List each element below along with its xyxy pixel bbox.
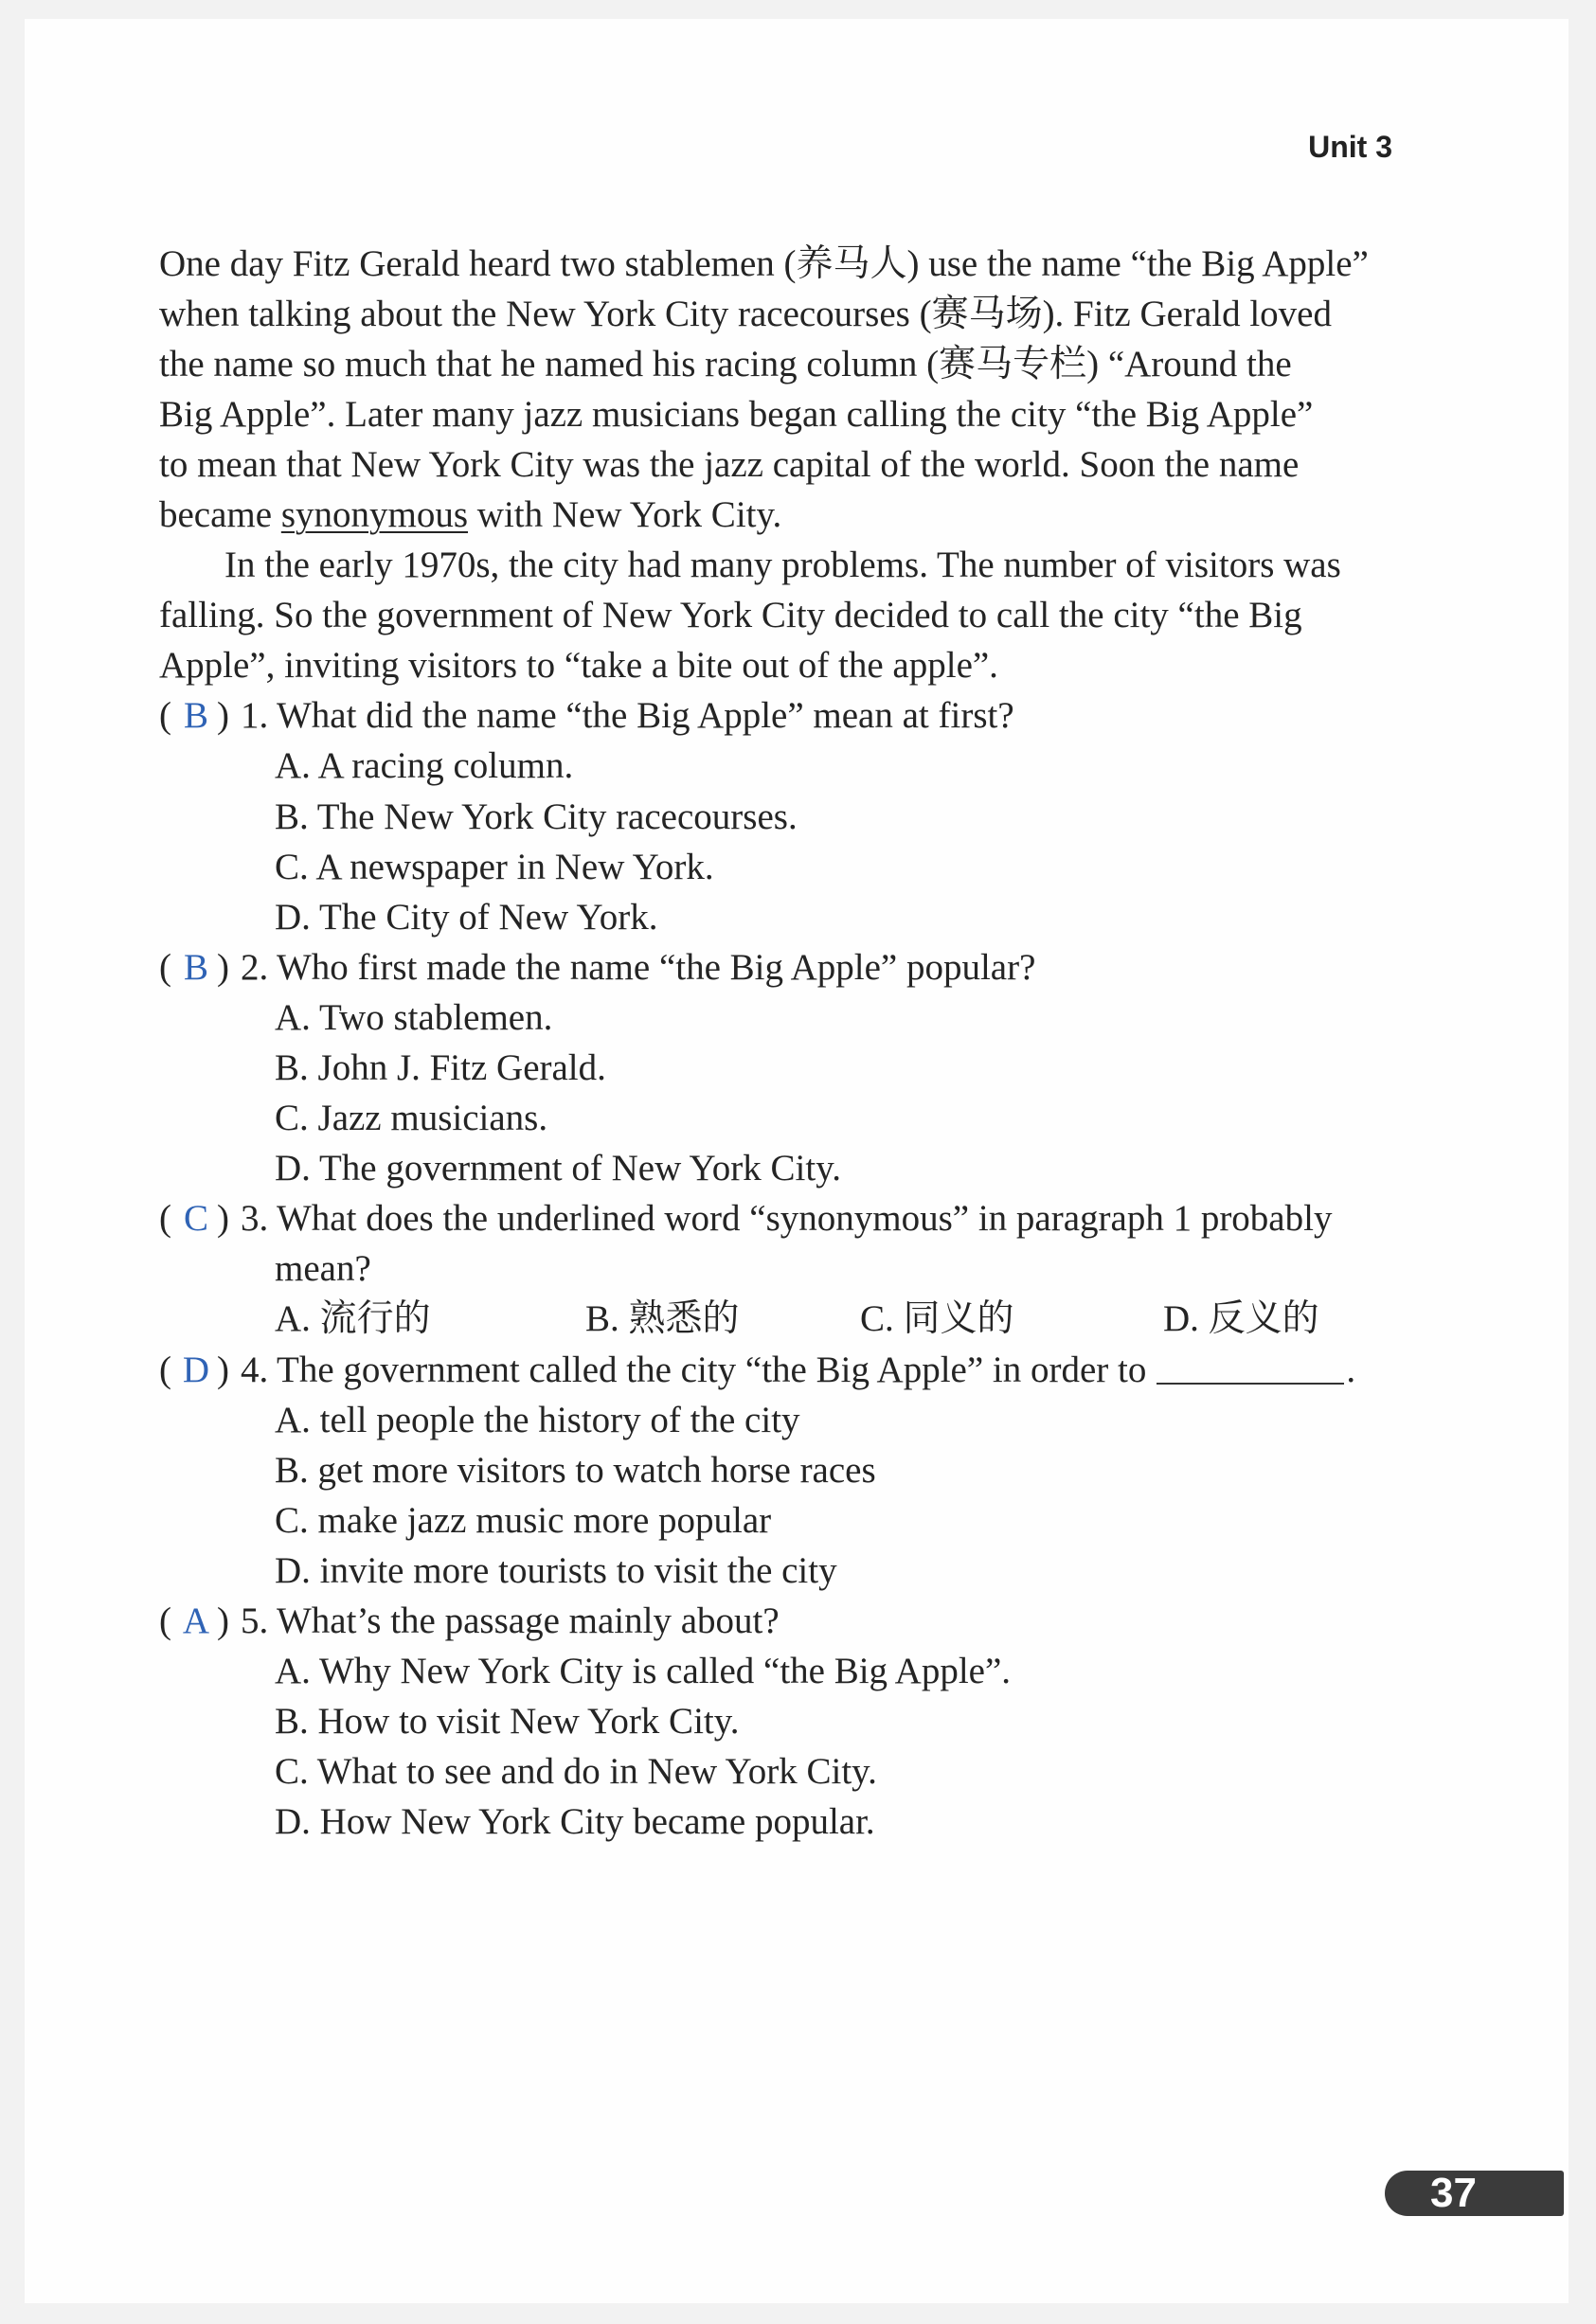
passage-text: became: [159, 493, 281, 535]
option-c: C. make jazz music more popular: [275, 1499, 772, 1541]
option-c: C. Jazz musicians.: [275, 1098, 548, 1139]
option-b: B. How to visit New York City.: [275, 1701, 740, 1743]
passage: [0, 239, 1596, 691]
passage-line: Big Apple”. Later many jazz musicians began calling the city “the Big Apple”: [159, 393, 1314, 435]
option-b: B. John J. Fitz Gerald.: [275, 1047, 606, 1088]
option-b: B. get more visitors to watch horse races: [275, 1449, 876, 1491]
answer-bracket-close: ): [217, 946, 229, 988]
option-d: D. How New York City became popular.: [275, 1801, 875, 1843]
passage-line: Apple”, inviting visitors to “take a bite out of the apple”.: [159, 645, 998, 687]
question-5: [0, 1596, 1596, 1847]
option-d: D. The government of New York City.: [275, 1148, 841, 1189]
answer-bracket-close: ): [217, 1349, 229, 1390]
option-d: D. 反义的: [1163, 1298, 1319, 1340]
question-2: [0, 942, 1596, 1193]
question-stem: What does the underlined word “synonymous” in paragraph 1 probably: [277, 1198, 1333, 1240]
answer-bracket-close: ): [217, 1600, 229, 1642]
question-stem: [277, 1345, 1355, 1395]
question-row: [0, 1596, 1596, 1646]
answer-letter: B: [183, 946, 208, 988]
passage-line: when talking about the New York City racecourses (赛马场). Fitz Gerald loved: [159, 293, 1332, 334]
question-number: 3.: [241, 1198, 269, 1240]
answer-bracket-open: (: [159, 1600, 171, 1642]
option-a: A. A racing column.: [275, 745, 574, 787]
option-c: C. A newspaper in New York.: [275, 846, 714, 887]
answer-bracket-close: ): [217, 1198, 229, 1240]
passage-line: falling. So the government of New York City decided to call the city “the Big: [159, 595, 1302, 636]
passage-line: to mean that New York City was the jazz capital of the world. Soon the name: [159, 443, 1300, 485]
option-a: A. tell people the history of the city: [275, 1399, 800, 1440]
unit-label: Unit 3: [1308, 130, 1392, 164]
answer-letter: C: [183, 1198, 208, 1240]
question-stem-end: .: [1346, 1349, 1356, 1390]
question-number: 1.: [241, 695, 269, 737]
question-stem-continued: mean?: [275, 1248, 371, 1290]
option-row: [0, 1294, 1596, 1344]
answer-letter: A: [182, 1600, 210, 1642]
option-c: C. What to see and do in New York City.: [275, 1751, 877, 1793]
question-row: [0, 942, 1596, 992]
underlined-word: synonymous: [280, 493, 469, 535]
reading-exercise: [0, 239, 1596, 1848]
answer-letter: B: [183, 695, 208, 737]
passage-line: One day Fitz Gerald heard two stablemen (养马人) use the name “the Big Apple”: [159, 242, 1369, 284]
question-stem: What did the name “the Big Apple” mean at first?: [277, 695, 1014, 737]
question-number: 4.: [241, 1349, 269, 1390]
answer-bracket-open: (: [159, 946, 171, 988]
question-stem-text: The government called the city “the Big Apple” in order to: [277, 1349, 1147, 1390]
answer-bracket-open: (: [159, 1349, 171, 1390]
answer-letter: D: [182, 1349, 210, 1390]
question-number: 5.: [241, 1600, 269, 1642]
page-number-tab: [1385, 2171, 1564, 2216]
question-stem: What’s the passage mainly about?: [277, 1600, 780, 1642]
question-row: [0, 1345, 1596, 1395]
question-3: [0, 1193, 1596, 1344]
option-a: A. Why New York City is called “the Big Apple”.: [275, 1651, 1012, 1692]
question-stem: Who first made the name “the Big Apple” popular?: [277, 946, 1036, 988]
question-row: [0, 690, 1596, 741]
page-number: 37: [1430, 2170, 1477, 2216]
option-c: C. 同义的: [860, 1298, 1014, 1340]
question-number: 2.: [241, 946, 269, 988]
option-a: A. 流行的: [275, 1298, 431, 1340]
question-row: [0, 1193, 1596, 1243]
option-d: D. invite more tourists to visit the city: [275, 1549, 837, 1591]
answer-bracket-open: (: [159, 1198, 171, 1240]
passage-line: the name so much that he named his racing column (赛马专栏) “Around the: [159, 343, 1292, 384]
passage-line: [0, 490, 1596, 540]
passage-text: with New York City.: [468, 493, 782, 535]
option-b: B. 熟悉的: [585, 1298, 740, 1340]
question-1: [0, 690, 1596, 941]
option-d: D. The City of New York.: [275, 896, 658, 938]
answer-blank: [1157, 1383, 1344, 1385]
question-4: [0, 1345, 1596, 1596]
option-b: B. The New York City racecourses.: [275, 796, 798, 837]
answer-bracket-close: ): [217, 695, 229, 737]
answer-bracket-open: (: [159, 695, 171, 737]
option-a: A. Two stablemen.: [275, 996, 553, 1038]
passage-line: In the early 1970s, the city had many problems. The number of visitors was: [224, 545, 1341, 586]
